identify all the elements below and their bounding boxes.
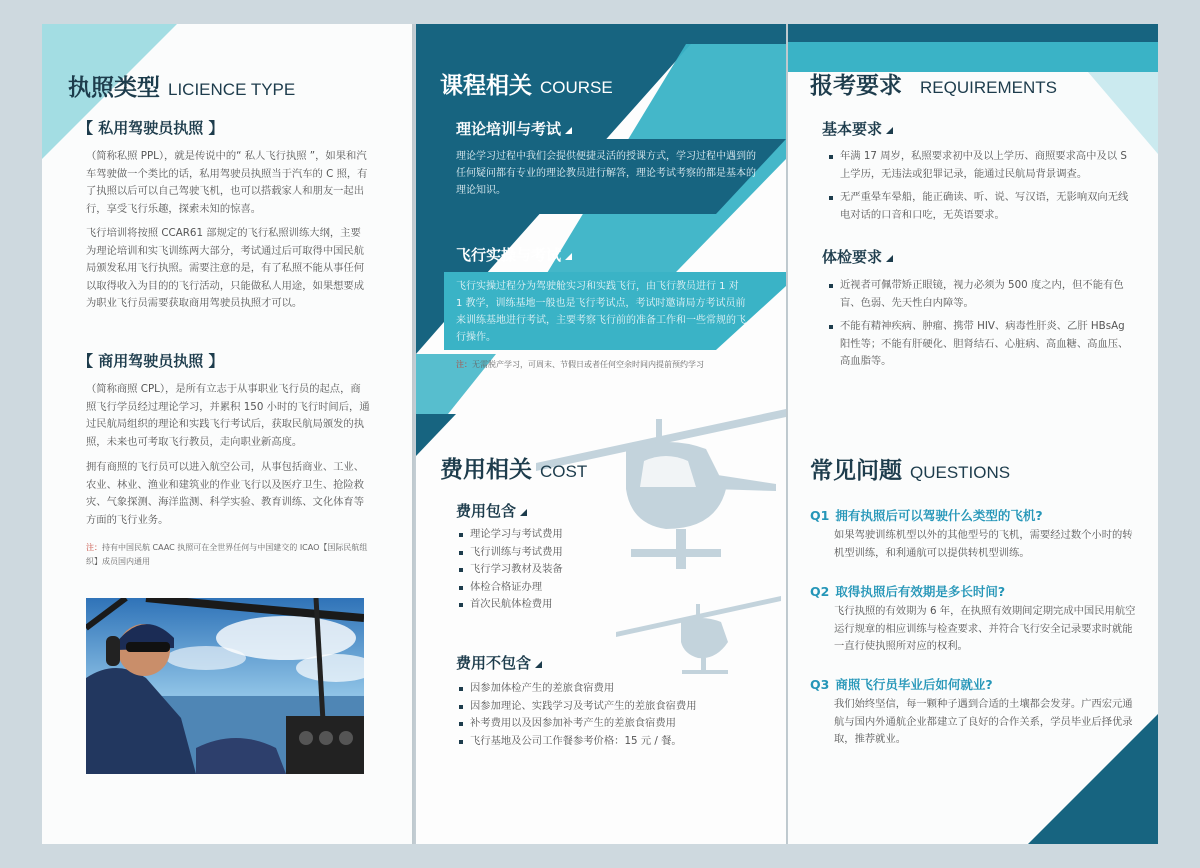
list-item: 理论学习与考试费用: [456, 526, 756, 544]
ppl-heading: 【 私用驾驶员执照 】: [78, 119, 224, 137]
basic-requirements-list: [826, 148, 1132, 224]
list-item: 近视者可佩带矫正眼镜，视力必须为 500 度之内，但不能有色盲、色弱、先天性白内障等。: [826, 277, 1132, 312]
section-title-course: 课程相关 COURSE: [440, 73, 613, 99]
list-item: 无严重晕车晕船，能正确读、听、说、写汉语，无影响双向无线电对话的口音和口吃，无英语要求。: [826, 189, 1132, 224]
faq-question-2: Q2 取得执照后有效期是多长时间?: [810, 584, 1006, 599]
ppl-paragraph-1: （简称私照 PPL），就是传说中的“ 私人飞行执照 ”，如果和汽车驾驶做一个类比的话，私用驾驶员执照当于汽车的 C 照，有了执照以后可以自己驾驶飞机，也可以搭载家人和朋友一起出行，享受飞行乐趣，探索未知的惊喜。: [86, 150, 368, 215]
list-item: 不能有精神疾病、肿瘤、携带 HIV、病毒性肝炎、乙肝 HBsAg 阳性等；不能有肝硬化、胆肾结石、心脏病、高血糖、高血压、高血脂等。: [826, 318, 1132, 371]
flight-text: 飞行实操过程分为驾驶舱实习和实践飞行，由飞行教员进行 1 对 1 教学，训练基地一般也是飞行考试点，考试时邀请局方考试员前来训练基地进行考试，主要考察飞行前的准备工作和一些常规的飞行操作。: [456, 281, 746, 343]
panel-requirements: [788, 24, 1158, 844]
section-title-cost: 费用相关 COST: [440, 457, 588, 483]
list-item: 首次民航体检费用: [456, 596, 756, 614]
theory-band: [456, 148, 756, 199]
list-item: 因参加体检产生的差旅食宿费用: [456, 680, 776, 698]
theory-heading: 理论培训与考试: [456, 118, 572, 139]
flight-band: [456, 278, 746, 346]
list-item: 飞行学习教材及装备: [456, 561, 756, 579]
list-item: 年满 17 周岁，私照要求初中及以上学历、商照要求高中及以 S 上学历，无违法或犯罪记录，能通过民航局背景调查。: [826, 148, 1132, 183]
faq-question-3: Q3 商照飞行员毕业后如何就业?: [810, 677, 993, 692]
flight-heading: 飞行实操与考试: [456, 244, 572, 265]
pilot-photo: [86, 598, 364, 774]
small-helicopter-icon: [616, 596, 786, 676]
faq-question-1: Q1 拥有执照后可以驾驶什么类型的飞机?: [810, 508, 1043, 523]
medical-requirements-heading: 体检要求: [822, 246, 893, 267]
panel-licence-type: [42, 24, 412, 844]
faq-answer-1: 如果驾驶训练机型以外的其他型号的飞机，需要经过数个小时的转机型训练，和利通航可以提供转机型训练。: [834, 529, 1133, 559]
ppl-paragraph-2: 飞行培训将按照 CCAR61 部规定的飞行私照训练大纲，主要为理论培训和实飞训练两大部分，考试通过后可取得中国民航局颁发私用飞行执照。需要注意的是，有了私照不能从事任何以取得收入为目的的飞行活动，只能做私人用途，如果想要成为职业飞行员需要获取商用驾驶员执照才可以。: [86, 227, 365, 309]
list-item: 飞行基地及公司工作餐参考价格：15 元 / 餐。: [456, 733, 776, 751]
course-note: 注：无需脱产学习，可周末、节假日或者任何空余时间内提前预约学习: [456, 360, 704, 369]
licence-note: 注：持有中国民航 CAAC 执照可在全世界任何与中国建交的 ICAO【国际民航组织】成员国内通用: [86, 543, 368, 566]
cpl-heading: 【 商用驾驶员执照 】: [78, 352, 224, 370]
list-item: 飞行训练与考试费用: [456, 544, 756, 562]
faq-answer-3: 我们始终坚信，每一颗种子遇到合适的土壤都会发芽。广西宏元通航与国内外通航企业都建立了良好的合作关系，学员毕业后择优录取，推荐就业。: [834, 698, 1133, 745]
theory-text: 理论学习过程中我们会提供便捷灵活的授课方式，学习过程中遇到的任何疑问都有专业的理论教员进行解答，理论考试考察的都是基本的理论知识。: [456, 151, 756, 196]
cost-included-heading: 费用包含: [456, 500, 527, 521]
cpl-paragraph-2: 拥有商照的飞行员可以进入航空公司，从事包括商业、工业、农业、林业、渔业和建筑业的作业飞行以及医疗卫生、抢险救灾、气象探测、海洋监测、科学实验、教育训练、文化体育等方面的飞行业务。: [86, 461, 365, 526]
list-item: 体检合格证办理: [456, 579, 756, 597]
cpl-paragraph-1: （简称商照 CPL），是所有立志于从事职业飞行员的起点，商照飞行学员经过理论学习，并累积 150 小时的飞行时间后，通过民航局组织的理论和实践飞行考试后，获取民航局颁发的执照，未来也可考取飞行教员，走向职业新高度。: [86, 383, 370, 448]
section-title-licence: 执照类型 LICIENCE TYPE: [68, 75, 296, 101]
basic-requirements-heading: 基本要求: [822, 118, 893, 139]
faq-answer-2: 飞行执照的有效期为 6 年，在执照有效期间定期完成中国民用航空运行规章的相应训练与检查要求、并符合飞行安全记录要求时就能一直行使执照所对应的权利。: [834, 605, 1136, 652]
panel-course: [416, 24, 786, 844]
section-title-questions: 常见问题 QUESTIONS: [810, 458, 1011, 484]
cost-excluded-heading: 费用不包含: [456, 652, 542, 673]
list-item: 因参加理论、实践学习及考试产生的差旅食宿费用: [456, 698, 776, 716]
section-title-requirements: 报考要求 REQUIREMENTS: [810, 73, 1057, 99]
medical-requirements-list: [826, 277, 1132, 371]
list-item: 补考费用以及因参加补考产生的差旅食宿费用: [456, 715, 776, 733]
cost-excluded-list: [456, 680, 776, 750]
